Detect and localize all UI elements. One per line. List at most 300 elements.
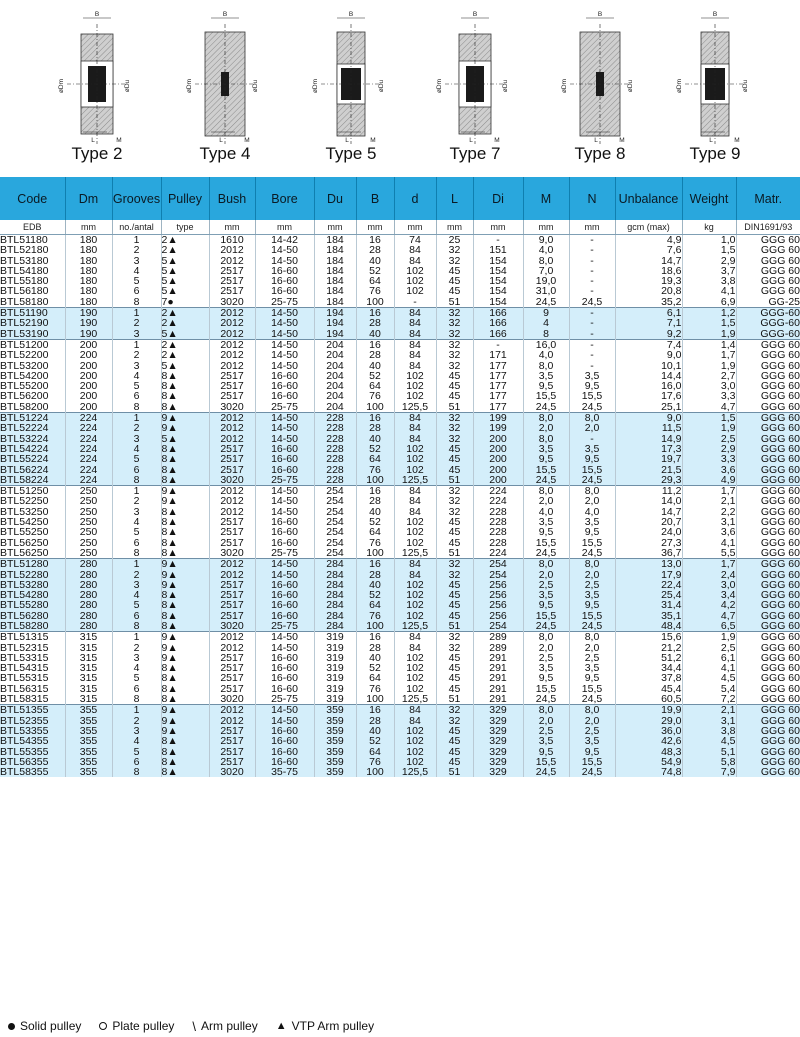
- table-cell: 8: [543, 327, 549, 340]
- table-cell: 51: [448, 619, 461, 632]
- table-cell: 16-60: [271, 651, 298, 664]
- table-cell: 8,0: [538, 704, 554, 717]
- table-cell: BTL53190: [0, 327, 49, 340]
- cells-bush: [209, 705, 255, 778]
- table-cell: 45: [448, 599, 461, 612]
- table-cell: 32: [448, 244, 461, 257]
- table-cell: 329: [489, 724, 507, 737]
- table-cell: 359: [326, 714, 344, 727]
- table-cell: 359: [326, 735, 344, 748]
- cells-pulley: [161, 413, 209, 486]
- cells-di: [473, 413, 523, 486]
- table-cell: 250: [79, 485, 98, 498]
- cells-bush: [209, 235, 255, 308]
- table-cell: 200: [489, 463, 507, 476]
- svg-text:øDu: øDu: [124, 79, 131, 93]
- table-cell: 2517: [220, 526, 244, 539]
- table-cell: 2012: [220, 432, 244, 445]
- table-cell: 2012: [220, 558, 244, 571]
- table-cell: 2: [133, 495, 140, 508]
- table-cell: 16-60: [271, 526, 298, 539]
- table-cell: BTL56250: [0, 536, 49, 549]
- table-cell: 177: [489, 359, 507, 372]
- svg-text:øDu: øDu: [742, 79, 749, 93]
- table-cell: 284: [326, 558, 344, 571]
- table-cell: 51: [448, 546, 461, 559]
- table-cell: 4,7: [720, 400, 736, 413]
- table-cell: 1: [133, 307, 140, 320]
- table-cell: GGG 60: [760, 244, 800, 257]
- table-cell: 315: [79, 651, 98, 664]
- table-cell: 7,9: [720, 766, 736, 778]
- table-cell: GGG 60: [760, 264, 800, 277]
- table-cell: GGG 60: [760, 599, 800, 612]
- table-cell: 3020: [220, 295, 244, 308]
- table-cell: BTL51355: [0, 704, 49, 717]
- cells-l: [436, 235, 473, 308]
- svg-text:M: M: [116, 137, 122, 144]
- column-unit-grooves: no./antal: [112, 220, 161, 235]
- table-cell: 52: [369, 516, 381, 529]
- table-cell: 4,0: [538, 505, 554, 518]
- table-cell: BTL51190: [0, 307, 48, 320]
- cells-du: [314, 559, 356, 632]
- table-cell: 355: [79, 766, 98, 778]
- cells-l: [436, 632, 473, 705]
- cells-code: [0, 339, 65, 412]
- table-cell: 228: [489, 505, 507, 518]
- table-cell: 76: [369, 463, 381, 476]
- table-cell: 190: [79, 317, 98, 330]
- table-cell: 100: [366, 766, 384, 778]
- table-cell: GGG 60: [760, 609, 800, 622]
- table-cell: 3,5: [584, 589, 600, 602]
- table-cell: 24,5: [535, 693, 557, 705]
- table-cell: 32: [448, 359, 461, 372]
- table-cell: 200: [79, 390, 98, 403]
- column-header-unbalance: Unbalance: [615, 177, 682, 220]
- table-cell: 28: [369, 568, 381, 581]
- table-cell: 22,4: [661, 578, 682, 591]
- table-cell: 8,0: [584, 631, 600, 644]
- cells-n: [569, 705, 615, 778]
- table-cell: BTL56180: [0, 285, 49, 298]
- table-cell: 1,4: [720, 339, 736, 351]
- table-cell: 1: [133, 485, 140, 498]
- table-cell: 5▲: [161, 254, 178, 267]
- table-cell: 15,5: [535, 463, 557, 476]
- table-cell: 2: [133, 568, 140, 581]
- table-cell: 15,5: [581, 609, 603, 622]
- table-cell: 48,4: [661, 619, 682, 632]
- cells-dm: [65, 339, 112, 412]
- cells-matr: [736, 632, 800, 705]
- table-cell: 2: [133, 422, 140, 435]
- table-cell: 102: [406, 755, 424, 768]
- table-cell: 3,5: [584, 369, 600, 382]
- cells-bush: [209, 632, 255, 705]
- table-cell: 32: [448, 254, 461, 267]
- table-cell: GGG 60: [760, 285, 800, 298]
- table-cell: 14-50: [271, 631, 298, 644]
- pulley-spec-table: [0, 177, 800, 777]
- table-cell: -: [590, 264, 594, 277]
- table-cell: 25: [448, 234, 461, 246]
- table-cell: 180: [79, 244, 98, 257]
- table-cell: 9▲: [161, 495, 178, 508]
- table-cell: 125,5: [401, 693, 429, 705]
- table-cell: 6: [133, 609, 140, 622]
- table-cell: 315: [79, 682, 98, 695]
- table-cell: 100: [366, 400, 384, 413]
- table-cell: 3,7: [720, 264, 736, 277]
- table-cell: 100: [366, 546, 384, 559]
- cells-code: [0, 632, 65, 705]
- table-cell: BTL55250: [0, 526, 49, 539]
- table-cell: 5▲: [161, 327, 178, 340]
- table-cell: 16-60: [271, 755, 298, 768]
- svg-text:M: M: [494, 137, 500, 144]
- table-cell: 6: [133, 536, 140, 549]
- table-cell: 16-60: [271, 380, 298, 393]
- table-cell: 166: [489, 307, 507, 320]
- table-cell: 1: [133, 631, 140, 644]
- table-cell: 254: [489, 558, 507, 571]
- svg-text:M: M: [370, 137, 376, 144]
- table-cell: 16-60: [271, 735, 298, 748]
- table-cell: 27,3: [661, 536, 682, 549]
- table-cell: 284: [326, 599, 344, 612]
- table-cell: GGG 60: [760, 526, 800, 539]
- table-cell: 228: [326, 463, 344, 476]
- table-cell: 14,7: [661, 254, 682, 267]
- column-header-l: L: [436, 177, 473, 220]
- table-cell: 154: [489, 295, 507, 308]
- table-cell: 9,5: [538, 672, 554, 685]
- table-cell: 8▲: [161, 442, 178, 455]
- table-cell: 194: [326, 317, 344, 330]
- table-cell: 14-50: [271, 704, 298, 717]
- table-cell: 19,7: [661, 453, 682, 466]
- table-cell: 8▲: [161, 390, 178, 403]
- table-cell: 359: [326, 704, 344, 717]
- table-cell: -: [590, 327, 594, 340]
- cells-matr: [736, 486, 800, 559]
- pulley-drawing: [291, 6, 411, 146]
- cells-b: [356, 559, 394, 632]
- table-cell: 224: [79, 432, 98, 445]
- table-cell: 1: [133, 339, 140, 351]
- table-cell: 280: [79, 578, 98, 591]
- table-cell: 24,5: [581, 473, 603, 486]
- cells-dm: [65, 559, 112, 632]
- table-cell: 3020: [220, 693, 244, 705]
- table-cell: 102: [406, 526, 424, 539]
- table-cell: BTL54280: [0, 589, 49, 602]
- table-cell: 102: [406, 578, 424, 591]
- cells-b: [356, 339, 394, 412]
- table-cell: 100: [366, 619, 384, 632]
- cells-matr: [736, 705, 800, 778]
- cells-grooves: [112, 705, 161, 778]
- diameter-group: [0, 632, 800, 705]
- table-cell: 84: [409, 641, 421, 654]
- table-cell: 2012: [220, 412, 244, 425]
- table-cell: 16-60: [271, 599, 298, 612]
- table-cell: 2517: [220, 285, 244, 298]
- table-cell: 256: [489, 599, 507, 612]
- table-cell: 224: [79, 422, 98, 435]
- pulley-type-3: [291, 0, 411, 172]
- table-cell: 2,7: [720, 369, 736, 382]
- table-cell: 5: [133, 599, 140, 612]
- table-cell: 8▲: [161, 599, 178, 612]
- table-cell: BTL53315: [0, 651, 49, 664]
- cells-d: [394, 413, 436, 486]
- legend-item: [276, 1019, 374, 1033]
- table-cell: 5: [133, 380, 140, 393]
- table-cell: 291: [489, 651, 507, 664]
- table-cell: 25,1: [661, 400, 682, 413]
- table-cell: -: [590, 349, 594, 362]
- cells-grooves: [112, 339, 161, 412]
- table-cell: 3,0: [720, 578, 736, 591]
- table-cell: 102: [406, 609, 424, 622]
- table-cell: 29,0: [661, 714, 682, 727]
- table-cell: 45: [448, 380, 461, 393]
- table-cell: 84: [409, 631, 421, 644]
- table-cell: 16,0: [535, 339, 557, 351]
- cells-matr: [736, 413, 800, 486]
- table-cell: 32: [448, 495, 461, 508]
- table-cell: 8▲: [161, 619, 178, 632]
- cells-unbalance: [615, 632, 682, 705]
- table-cell: 9▲: [161, 578, 178, 591]
- table-cell: 2012: [220, 568, 244, 581]
- table-cell: 2: [133, 317, 140, 330]
- table-cell: 1,5: [720, 412, 736, 425]
- table-cell: 2517: [220, 682, 244, 695]
- table-cell: 2517: [220, 578, 244, 591]
- table-cell: 16-60: [271, 516, 298, 529]
- table-cell: 28: [369, 349, 381, 362]
- table-cell: 1,2: [720, 307, 736, 320]
- table-cell: 4,1: [720, 285, 736, 298]
- table-cell: 14-50: [271, 254, 298, 267]
- cells-b: [356, 235, 394, 308]
- table-cell: 102: [406, 516, 424, 529]
- table-cell: 3,1: [720, 714, 736, 727]
- table-cell: 8,0: [538, 485, 554, 498]
- table-cell: BTL54180: [0, 264, 49, 277]
- table-cell: 15,5: [581, 390, 603, 403]
- table-cell: 84: [409, 495, 421, 508]
- table-cell: BTL54250: [0, 516, 49, 529]
- table-cell: BTL56315: [0, 682, 49, 695]
- table-cell: 154: [489, 264, 507, 277]
- table-cell: 8▲: [161, 369, 178, 382]
- table-cell: 45: [448, 453, 461, 466]
- table-cell: GG-25: [768, 295, 800, 308]
- table-cell: 25-75: [271, 400, 298, 413]
- table-cell: 25-75: [271, 295, 298, 308]
- table-cell: 14,0: [661, 495, 682, 508]
- table-cell: 40: [369, 327, 381, 340]
- cells-dm: [65, 235, 112, 308]
- table-cell: 5,5: [720, 546, 736, 559]
- svg-text:øDu: øDu: [627, 79, 634, 93]
- table-cell: 8: [133, 546, 140, 559]
- table-cell: 2,2: [720, 505, 736, 518]
- table-cell: 4,5: [720, 672, 736, 685]
- column-unit-b: mm: [356, 220, 394, 235]
- table-cell: 28: [369, 495, 381, 508]
- table-cell: 2517: [220, 275, 244, 288]
- table-cell: 4: [133, 264, 140, 277]
- table-cell: 14-50: [271, 359, 298, 372]
- table-cell: 180: [79, 275, 98, 288]
- table-cell: 36,0: [661, 724, 682, 737]
- table-cell: 8▲: [161, 735, 178, 748]
- cells-unbalance: [615, 413, 682, 486]
- table-cell: 4: [133, 442, 140, 455]
- table-cell: GGG 60: [760, 275, 800, 288]
- column-unit-d: mm: [394, 220, 436, 235]
- table-cell: 45: [448, 578, 461, 591]
- legend-item: [192, 1019, 257, 1034]
- table-cell: 319: [326, 662, 344, 675]
- table-cell: 250: [79, 505, 98, 518]
- table-cell: 280: [79, 568, 98, 581]
- table-cell: 1,5: [720, 317, 736, 330]
- table-cell: 29,3: [661, 473, 682, 486]
- table-cell: 8,0: [538, 254, 554, 267]
- table-cell: 2,5: [584, 724, 600, 737]
- table-cell: 204: [326, 400, 344, 413]
- table-cell: 2517: [220, 390, 244, 403]
- table-cell: 102: [406, 463, 424, 476]
- cells-m: [523, 339, 569, 412]
- table-cell: 14-50: [271, 505, 298, 518]
- table-cell: 8▲: [161, 609, 178, 622]
- table-cell: 2▲: [161, 339, 178, 351]
- table-cell: 16: [369, 307, 381, 320]
- table-cell: 2,5: [720, 641, 736, 654]
- table-cell: 1,9: [720, 327, 736, 340]
- table-cell: BTL54315: [0, 662, 49, 675]
- cells-bore: [255, 559, 314, 632]
- table-cell: 64: [369, 599, 381, 612]
- svg-text:øDm: øDm: [58, 78, 65, 94]
- table-cell: BTL56224: [0, 463, 49, 476]
- cells-pulley: [161, 339, 209, 412]
- cells-bush: [209, 308, 255, 340]
- table-cell: 16-60: [271, 369, 298, 382]
- cells-di: [473, 235, 523, 308]
- table-cell: 32: [448, 432, 461, 445]
- column-header-m: M: [523, 177, 569, 220]
- cells-d: [394, 339, 436, 412]
- table-cell: 84: [409, 422, 421, 435]
- table-cell: 6: [133, 390, 140, 403]
- table-cell: 16: [369, 339, 381, 351]
- table-cell: 329: [489, 766, 507, 778]
- legend-label: Plate pulley: [112, 1019, 175, 1033]
- table-cell: 8▲: [161, 536, 178, 549]
- table-cell: 2,0: [538, 714, 554, 727]
- table-cell: 28: [369, 244, 381, 257]
- table-cell: 177: [489, 400, 507, 413]
- table-cell: 4: [133, 516, 140, 529]
- table-cell: -: [590, 317, 594, 330]
- svg-text:øDm: øDm: [312, 78, 319, 94]
- table-cell: 254: [326, 526, 344, 539]
- cells-di: [473, 705, 523, 778]
- svg-text:L: L: [594, 137, 598, 144]
- column-header-pulley: Pulley: [161, 177, 209, 220]
- table-cell: 4,2: [720, 599, 736, 612]
- cells-l: [436, 705, 473, 778]
- table-cell: 184: [326, 275, 344, 288]
- table-cell: 3: [133, 327, 140, 340]
- table-cell: 3: [133, 651, 140, 664]
- table-cell: 5: [133, 275, 140, 288]
- table-cell: 254: [489, 568, 507, 581]
- table-cell: 2517: [220, 516, 244, 529]
- table-cell: BTL58180: [0, 295, 49, 308]
- table-cell: 25-75: [271, 473, 298, 486]
- table-cell: 15,5: [581, 682, 603, 695]
- table-cell: -: [590, 432, 594, 445]
- table-cell: 8: [133, 619, 140, 632]
- table-cell: 1: [133, 412, 140, 425]
- table-cell: 2▲: [161, 349, 178, 362]
- table-cell: 76: [369, 682, 381, 695]
- table-cell: BTL51224: [0, 412, 49, 425]
- table-cell: 200: [489, 473, 507, 486]
- table-cell: 2,0: [584, 568, 600, 581]
- table-cell: 355: [79, 745, 98, 758]
- table-cell: 6: [133, 285, 140, 298]
- table-cell: 284: [326, 568, 344, 581]
- table-cell: 228: [326, 422, 344, 435]
- cells-d: [394, 632, 436, 705]
- table-cell: 6,1: [720, 651, 736, 664]
- table-cell: 32: [448, 714, 461, 727]
- table-cell: 204: [326, 390, 344, 403]
- cells-bush: [209, 559, 255, 632]
- table-cell: 254: [326, 516, 344, 529]
- table-cell: 250: [79, 495, 98, 508]
- cells-unbalance: [615, 235, 682, 308]
- table-cell: 166: [489, 317, 507, 330]
- table-cell: 9▲: [161, 714, 178, 727]
- table-cell: 19,9: [661, 704, 682, 717]
- table-cell: 40: [369, 578, 381, 591]
- table-cell: GGG 60: [760, 745, 800, 758]
- cells-n: [569, 413, 615, 486]
- pulley-drawing: [415, 6, 535, 146]
- table-cell: 15,6: [661, 631, 682, 644]
- table-cell: 180: [79, 264, 98, 277]
- table-cell: 84: [409, 327, 421, 340]
- table-cell: BTL58315: [0, 693, 49, 705]
- pulley-drawing: [540, 6, 660, 146]
- svg-text:B: B: [472, 11, 478, 18]
- cells-n: [569, 308, 615, 340]
- table-cell: 200: [489, 432, 507, 445]
- table-cell: 9▲: [161, 724, 178, 737]
